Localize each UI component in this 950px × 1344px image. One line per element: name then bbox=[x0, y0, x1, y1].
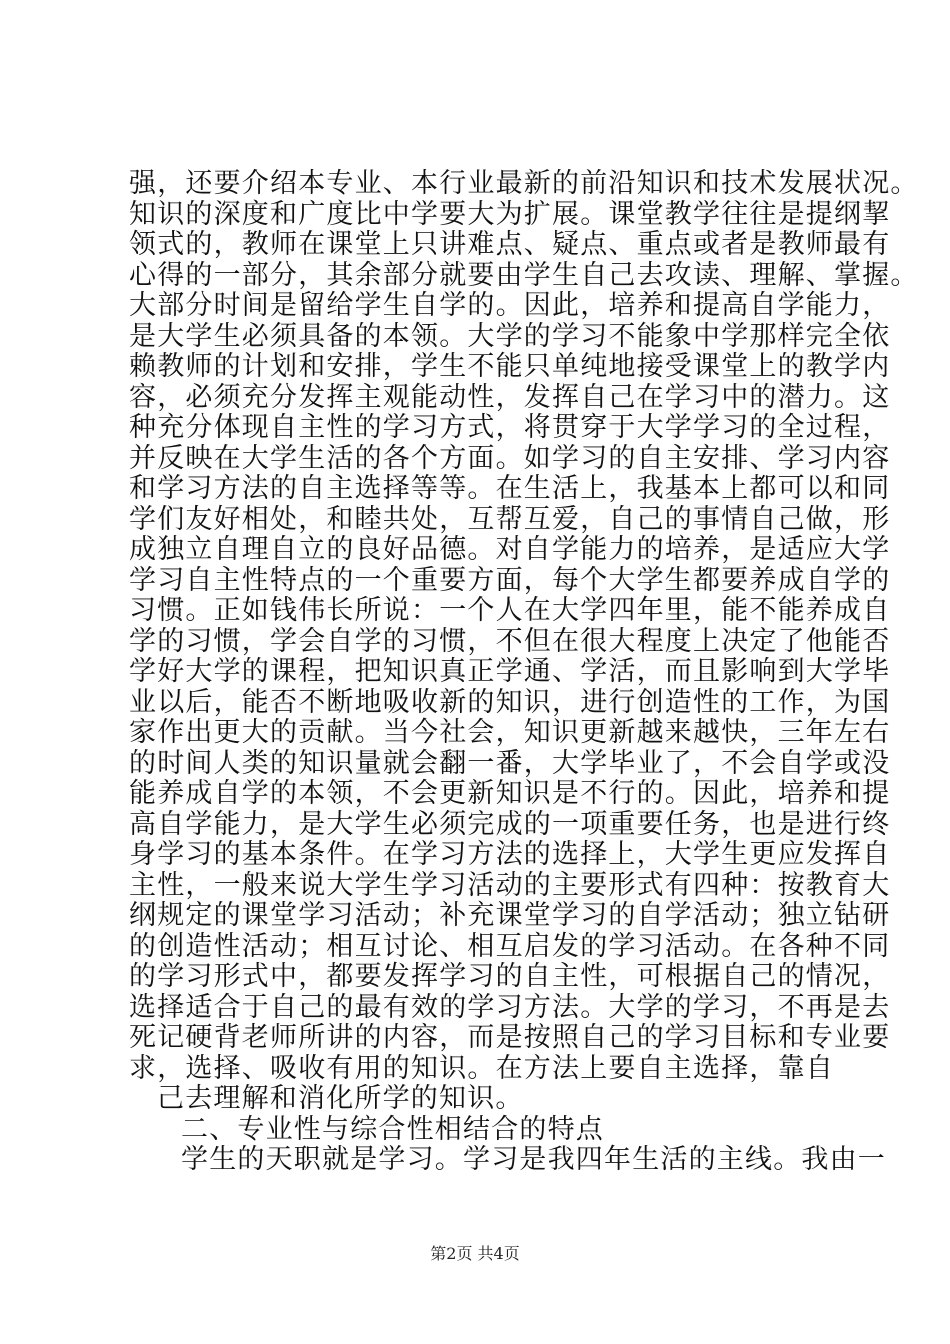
body-line: 容，必须充分发挥主观能动性，发挥自己在学习中的潜力。这 bbox=[129, 382, 891, 413]
body-line: 选择适合于自己的最有效的学习方法。大学的学习，不再是去 bbox=[129, 992, 891, 1023]
body-line: 和学习方法的自主选择等等。在生活上，我基本上都可以和同 bbox=[129, 473, 891, 504]
body-line: 学生的天职就是学习。学习是我四年生活的主线。我由一 bbox=[181, 1144, 886, 1175]
body-line: 成独立自理自立的良好品德。对自学能力的培养，是适应大学 bbox=[129, 534, 891, 565]
body-line: 学好大学的课程，把知识真正学通、学活，而且影响到大学毕 bbox=[129, 656, 891, 687]
body-line: 学的习惯，学会自学的习惯，不但在很大程度上决定了他能否 bbox=[129, 626, 891, 657]
body-line: 主性，一般来说大学生学习活动的主要形式有四种：按教育大 bbox=[129, 870, 891, 901]
body-line: 业以后，能否不断地吸收新的知识，进行创造性的工作，为国 bbox=[129, 687, 891, 718]
body-line: 是大学生必须具备的本领。大学的学习不能象中学那样完全依 bbox=[129, 321, 891, 352]
body-line: 身学习的基本条件。在学习方法的选择上，大学生更应发挥自 bbox=[129, 839, 891, 870]
body-line: 知识的深度和广度比中学要大为扩展。课堂教学往往是提纲挈 bbox=[129, 199, 891, 230]
section-heading: 二、专业性与综合性相结合的特点 bbox=[181, 1114, 604, 1145]
body-line: 种充分体现自主性的学习方式，将贯穿于大学学习的全过程， bbox=[129, 412, 891, 443]
body-line: 纲规定的课堂学习活动；补充课堂学习的自学活动；独立钻研 bbox=[129, 900, 891, 931]
body-line: 心得的一部分，其余部分就要由学生自己去攻读、理解、掌握。 bbox=[129, 260, 919, 291]
body-line: 领式的，教师在课堂上只讲难点、疑点、重点或者是教师最有 bbox=[129, 229, 891, 260]
body-line: 学习自主性特点的一个重要方面，每个大学生都要养成自学的 bbox=[129, 565, 891, 596]
body-line: 赖教师的计划和安排，学生不能只单纯地接受课堂上的教学内 bbox=[129, 351, 891, 382]
body-line: 家作出更大的贡献。当今社会，知识更新越来越快，三年左右 bbox=[129, 717, 891, 748]
body-line: 大部分时间是留给学生自学的。因此，培养和提高自学能力， bbox=[129, 290, 891, 321]
body-line: 并反映在大学生活的各个方面。如学习的自主安排、学习内容 bbox=[129, 443, 891, 474]
body-line: 己去理解和消化所学的知识。 bbox=[157, 1083, 524, 1114]
body-line: 学们友好相处，和睦共处，互帮互爱，自己的事情自己做，形 bbox=[129, 504, 891, 535]
page-footer: 第2页 共4页 bbox=[430, 1244, 520, 1263]
body-line: 习惯。正如钱伟长所说：一个人在大学四年里，能不能养成自 bbox=[129, 595, 891, 626]
body-line: 的创造性活动；相互讨论、相互启发的学习活动。在各种不同 bbox=[129, 931, 891, 962]
body-line: 高自学能力，是大学生必须完成的一项重要任务，也是进行终 bbox=[129, 809, 891, 840]
body-line: 死记硬背老师所讲的内容，而是按照自己的学习目标和专业要 bbox=[129, 1022, 891, 1053]
body-line: 强，还要介绍本专业、本行业最新的前沿知识和技术发展状况。 bbox=[129, 168, 919, 199]
body-line: 的时间人类的知识量就会翻一番，大学毕业了，不会自学或没 bbox=[129, 748, 891, 779]
body-line: 求，选择、吸收有用的知识。在方法上要自主选择，靠自 bbox=[129, 1053, 834, 1084]
body-line: 能养成自学的本领，不会更新知识是不行的。因此，培养和提 bbox=[129, 778, 891, 809]
body-line: 的学习形式中，都要发挥学习的自主性，可根据自己的情况， bbox=[129, 961, 891, 992]
